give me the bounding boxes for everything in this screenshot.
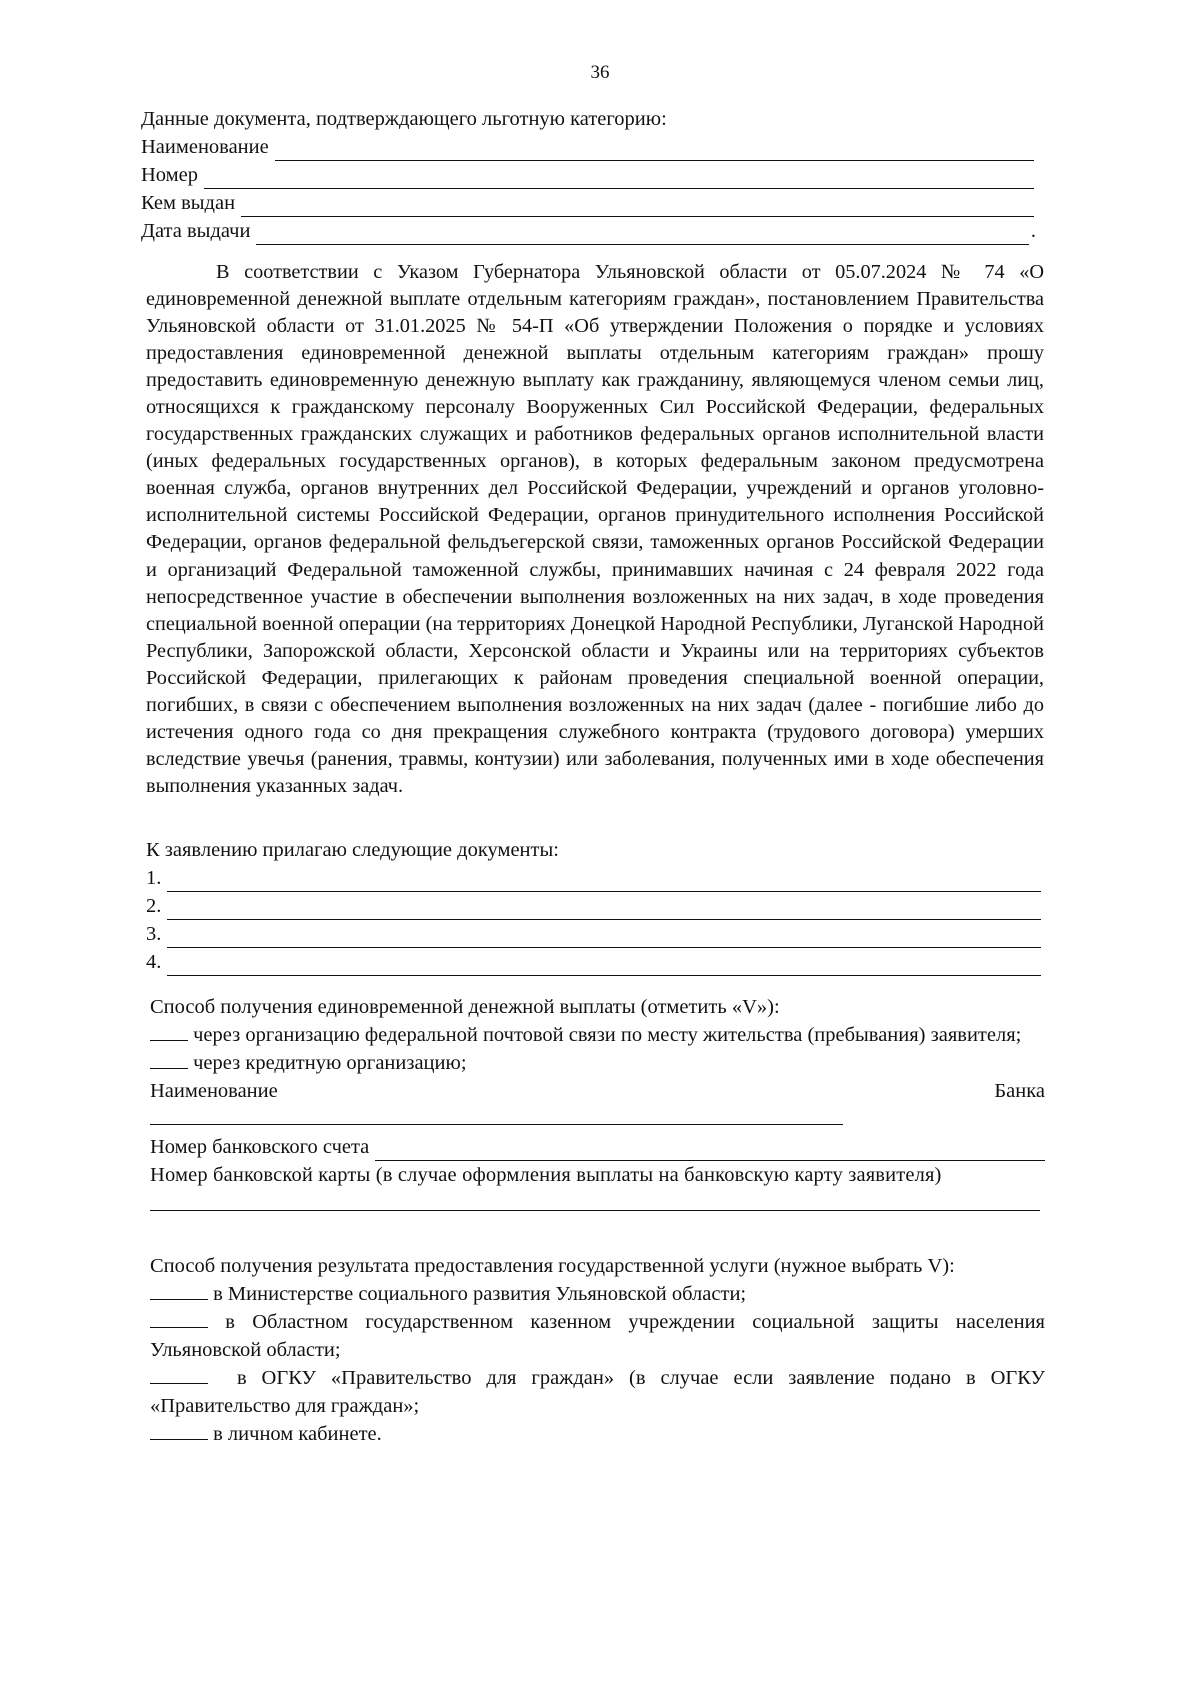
checkmark-blank[interactable] <box>150 1422 208 1440</box>
field-number-label: Номер <box>141 164 198 186</box>
page-number: 36 <box>590 62 610 83</box>
attachments-heading: К заявлению прилагаю следующие документы: <box>146 839 559 861</box>
attachment-line[interactable] <box>167 900 1041 920</box>
result-method-heading: Способ получения результата предоставления государственной услуги (нужное выбрать V): <box>150 1255 955 1277</box>
payment-option-post[interactable]: через организацию федеральной почтовой связи по месту жительства (пребывания) заявителя; <box>150 1021 1045 1049</box>
payment-method-section <box>150 993 1045 1211</box>
field-name-label: Наименование <box>141 136 269 158</box>
account-number-field[interactable] <box>150 1133 1045 1161</box>
field-number-line[interactable] <box>204 169 1034 189</box>
bank-name-row <box>150 1077 1045 1105</box>
bank-name-label: Наименование <box>150 1080 278 1102</box>
checkmark-blank[interactable] <box>150 1310 208 1328</box>
result-method-section <box>150 1252 1045 1448</box>
attachment-line[interactable] <box>167 928 1041 948</box>
field-issued-by-line[interactable] <box>241 197 1034 217</box>
attachment-line[interactable] <box>167 956 1041 976</box>
payment-method-heading: Способ получения единовременной денежной выплаты (отметить «V»): <box>150 996 780 1018</box>
result-option-government-for-citizens[interactable]: в ОГКУ «Правительство для граждан» (в случае если заявление подано в ОГКУ «Правительство для граждан»; <box>150 1367 1046 1417</box>
attachment-item[interactable]: 2. <box>146 892 1041 920</box>
privilege-doc-section <box>141 105 1036 245</box>
field-issued-by[interactable] <box>141 189 1036 217</box>
field-issue-date[interactable]: Дата выдачи . <box>141 217 1036 245</box>
checkmark-blank[interactable] <box>150 1366 208 1384</box>
attachment-line[interactable] <box>167 872 1041 892</box>
privilege-doc-heading: Данные документа, подтверждающего льготную категорию: <box>141 108 667 130</box>
account-number-line[interactable] <box>375 1141 1045 1161</box>
main-paragraph: В соответствии с Указом Губернатора Ульяновской области от 05.07.2024 № 74 «О единовременной денежной выплате отдельным категориям граждан», постановлением Правительства Ульяновской области от 31.01.2025 № 54-П «Об утверждении Положения о порядке и условиях предоставления единовременной денежной выплаты отдельным категориям граждан» прошу предоставить единовременную денежную выплату как гражданину, являющемуся членом семьи лиц, относящихся к гражданскому персоналу Вооруженных Сил Российской Федерации, федеральных государственных гражданских служащих и работников федеральных органов исполнительной власти (иных федеральных государственных органов), в которых федеральным законом предусмотрена военная служба, органов внутренних дел Российской Федерации, учреждений и органов уголовно-исполнительной системы Российской Федерации, органов принудительного исполнения Российской Федерации, органов федеральной фельдъегерской связи, таможенных органов Российской Федерации и организаций Федеральной таможенной службы, принимавших начиная с 24 февраля 2022 года непосредственное участие в обеспечении выполнения возложенных на них задач, в ходе проведения специальной военной операции (на территориях Донецкой Народной Республики, Луганской Народной Республики, Запорожской области, Херсонской области и Украины или на территориях субъектов Российской Федерации, прилегающих к районам проведения специальной военной операции, погибших, в связи с обеспечением выполнения возложенных на них задач (далее - погибшие либо до истечения одного года со дня прекращения служебного контракта (трудового договора) умерших вследствие увечья (ранения, травмы, контузии) или заболевания, полученных ими в ходе обеспечения выполнения указанных задач. <box>146 261 1044 797</box>
attachment-item[interactable]: 3. <box>146 920 1041 948</box>
result-option-ogku-social[interactable]: в Областном государственном казенном учреждении социальной защиты населения Ульяновской области; <box>150 1311 1045 1361</box>
payment-option-credit[interactable]: через кредитную организацию; <box>150 1049 1045 1077</box>
field-issue-date-label: Дата выдачи <box>141 220 251 242</box>
field-number[interactable] <box>141 161 1036 189</box>
checkmark-blank[interactable] <box>150 1023 188 1041</box>
attachment-item[interactable]: 4. <box>146 948 1041 976</box>
bank-name-suffix: Банка <box>994 1080 1045 1102</box>
field-issue-date-line[interactable] <box>256 225 1028 245</box>
checkmark-blank[interactable] <box>150 1282 208 1300</box>
result-option-personal-account[interactable]: в личном кабинете. <box>150 1420 1045 1448</box>
card-number-label: Номер банковской карты (в случае оформления выплаты на банковскую карту заявителя) <box>150 1164 942 1186</box>
field-name-line[interactable] <box>275 141 1034 161</box>
attachment-item[interactable]: 1. <box>146 864 1041 892</box>
attachments-section <box>146 836 1041 976</box>
card-number-line[interactable] <box>150 1209 1040 1211</box>
account-number-label: Номер банковского счета <box>150 1136 370 1158</box>
field-name[interactable] <box>141 133 1036 161</box>
result-option-ministry[interactable]: в Министерстве социального развития Ульяновской области; <box>150 1280 1045 1308</box>
field-issued-by-label: Кем выдан <box>141 192 236 214</box>
checkmark-blank[interactable] <box>150 1051 188 1069</box>
